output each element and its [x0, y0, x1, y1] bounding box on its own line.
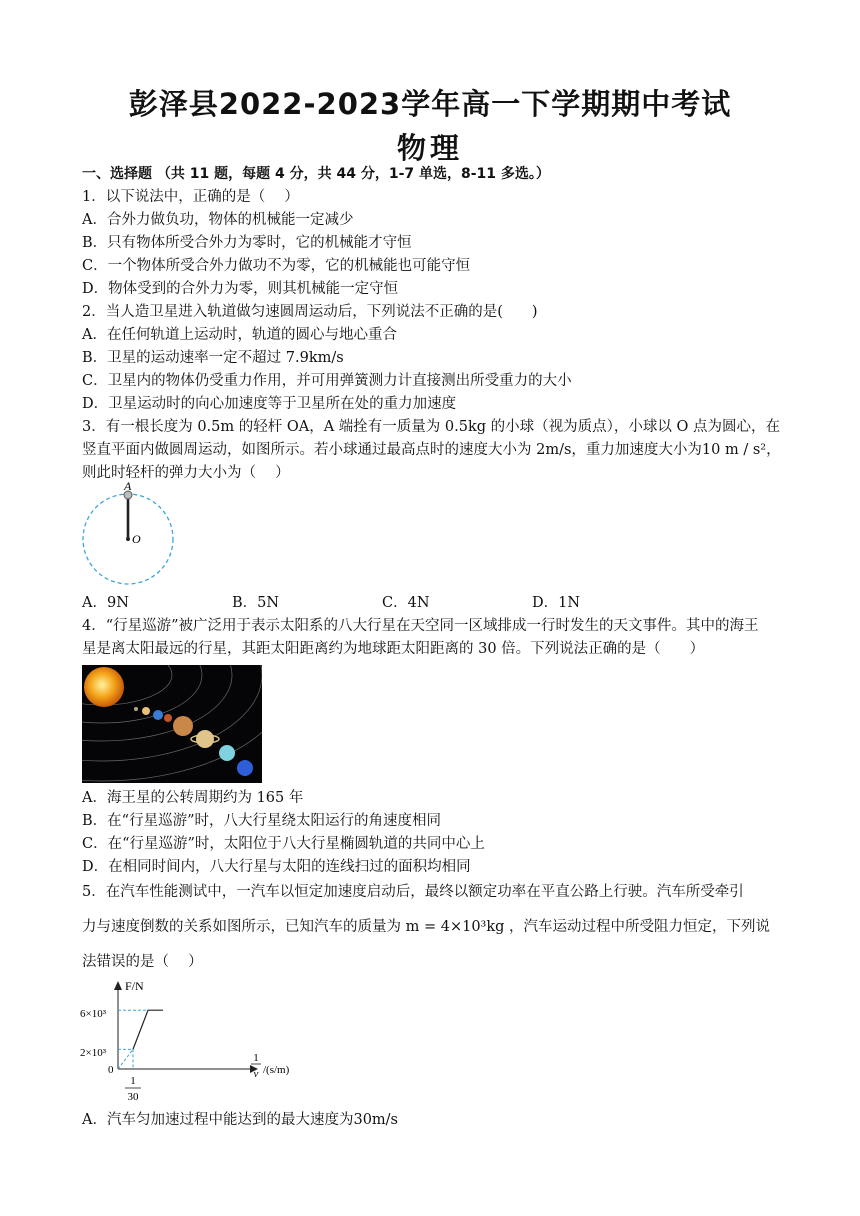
q2-option-a: A．在任何轨道上运动时，轨道的圆心与地心重合 — [82, 327, 397, 343]
x-tick-numerator: 1 — [130, 1075, 136, 1087]
q3-stem-line1: 3．有一根长度为 0.5m 的轻杆 OA，A 端拴有一质量为 0.5kg 的小球（视为质点），小球以 O 点为圆心，在 — [82, 419, 781, 435]
x-axis-numerator: 1 — [253, 1052, 259, 1064]
q2-option-b: B．卫星的运动速率一定不超过 7.9km/s — [82, 350, 344, 366]
label-o: O — [132, 532, 141, 546]
sun — [84, 667, 124, 707]
x-axis-denominator: v — [253, 1068, 259, 1080]
rod-circle-figure — [80, 478, 180, 590]
q5-stem-line2: 力与速度倒数的关系如图所示，已知汽车的质量为 m = 4×10³kg ，汽车运动过程中所受阻力恒定，下列说 — [82, 919, 771, 935]
y-tick-low: 2×10³ — [80, 1047, 107, 1059]
q5-option-a: A．汽车匀加速过程中能达到的最大速度为30m/s — [82, 1112, 398, 1128]
label-a: A — [124, 479, 132, 493]
q1-option-b: B．只有物体所受合外力为零时，它的机械能才守恒 — [82, 235, 412, 251]
q3-options — [82, 593, 580, 613]
q4-stem-line1: 4．“行星巡游”被广泛用于表示太阳系的八大行星在天空同一区域排成一行时发生的天文事件。其中的海王 — [82, 618, 759, 634]
q4-option-b: B．在“行星巡游”时，八大行星绕太阳运行的角速度相同 — [82, 813, 441, 829]
q3-option-d: D．1N — [532, 595, 581, 611]
q4-option-c: C．在“行星巡游”时，太阳位于八大行星椭圆轨道的共同中心上 — [82, 836, 485, 852]
section-heading: 一、选择题 （共 11 题，每题 4 分，共 44 分，1-7 单选，8-11 多选。） — [82, 166, 550, 182]
force-series-line — [133, 1010, 163, 1049]
q4-stem-line2: 星是离太阳最远的行星，其距太阳距离约为地球距太阳距离的 30 倍。下列说法正确的是（ ） — [82, 641, 705, 657]
subject-title: 物理 — [396, 131, 463, 165]
q5-stem-line1: 5．在汽车性能测试中，一汽车以恒定加速度启动后，最终以额定功率在平直公路上行驶。汽车所受牵引 — [82, 884, 744, 900]
q3-option-b: B．5N — [232, 595, 280, 611]
q1-option-d: D．物体受到的合外力为零，则其机械能一定守恒 — [82, 281, 399, 297]
q3-stem-line2: 竖直平面内做圆周运动，如图所示。若小球通过最高点时的速度大小为 2m/s，重力加速度大小为10 m / s²， — [82, 442, 781, 458]
y-axis-label: F/N — [125, 979, 144, 993]
q4-option-d: D．在相同时间内，八大行星与太阳的连线扫过的面积均相同 — [82, 859, 471, 875]
y-axis-arrow — [114, 981, 122, 990]
q3-stem-line3: 则此时轻杆的弹力大小为（ ） — [82, 465, 290, 481]
x-tick-denominator: 30 — [127, 1091, 139, 1103]
y-tick-high: 6×10³ — [80, 1008, 107, 1020]
force-vs-inverse-velocity-graph — [78, 976, 318, 1106]
x-axis-unit: /(s/m) — [263, 1064, 290, 1076]
q2-option-c: C．卫星内的物体仍受重力作用，并可用弹簧测力计直接测出所受重力的大小 — [82, 373, 572, 389]
solar-system-image — [82, 665, 262, 783]
q3-option-a: A．9N — [82, 595, 129, 611]
center-point — [126, 537, 130, 541]
exam-title: 彭泽县2022-2023学年高一下学期期中考试 — [128, 87, 732, 121]
q2-stem: 2．当人造卫星进入轨道做匀速圆周运动后，下列说法不正确的是( ) — [82, 304, 538, 320]
q1-option-c: C．一个物体所受合外力做功不为零，它的机械能也可能守恒 — [82, 258, 471, 274]
q1-option-a: A．合外力做负功，物体的机械能一定减少 — [82, 212, 354, 228]
origin-label: 0 — [108, 1064, 114, 1076]
guide-line-origin — [118, 1049, 133, 1069]
q5-stem-line3: 法错误的是（ ） — [82, 954, 203, 970]
q3-option-c: C．4N — [382, 595, 430, 611]
q2-option-d: D．卫星运动时的向心加速度等于卫星所在处的重力加速度 — [82, 396, 457, 412]
q4-option-a: A．海王星的公转周期约为 165 年 — [82, 790, 304, 806]
q1-stem: 1．以下说法中，正确的是（ ） — [82, 189, 299, 205]
